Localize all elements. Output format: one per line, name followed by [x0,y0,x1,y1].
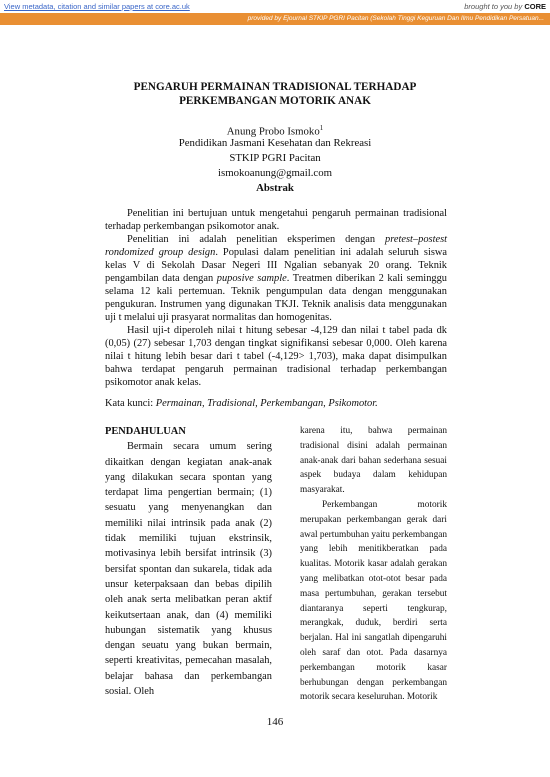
abstract-paragraph: Hasil uji-t diperoleh nilai t hitung sebesar -4,129 dan nilai t tabel pada dk (0,05) (27) sebesar 1,703 dengan tingkat signifikansi sebesar 0,000. Oleh karena nilai t hitung lebih besar dari t tabel (-4,129> 1,703), maka dapat disimpulkan bahwa terdapat pengaruh permainan tradisional terhadap perkembangan psikomotor anak kelas. [105,325,447,388]
abstract-heading: Abstrak [256,182,294,194]
author-email: ismokoanung@gmail.com [218,167,332,179]
body-paragraph: karena itu, bahwa permainan tradisional disini adalah permainan anak-anak dari bahan sederhana sesuai aspek budaya dalam kehidupan masyarakat. [300,426,447,496]
abstract-paragraph: Penelitian ini adalah penelitian eksperimen dengan pretest–postest rondomized group design. Populasi dalam penelitian ini adalah seluruh siswa kelas V di Sekolah Dasar Negeri III Ngalian sebanyak 20 orang. Teknik pengambilan data dengan puposive sample. Treatmen diberikan 2 kali seminggu selama 12 kali pertemuan. Teknik pengumpulan data dengan menggunakan pengukuran. Instrumen yang digunakan TKJI. Teknik analisis data menggunakan uji t melalui uji prasyarat normalitas dan homogenitas. [105,234,447,323]
paper-title: PENGARUH PERMAINAN TRADISIONAL TERHADAP PERKEMBANGAN MOTORIK ANAK [133,81,417,107]
body-paragraph: Perkembangan motorik merupakan perkembangan gerak dari awal pertumbuhan yaitu perkembangan yang lebih menitikberatkan pada kualitas. Motorik kasar adalah gerakan yang melibatkan otot-otot besar pada masa pertumbuhan, gerakan tersebut diantaranya seperti tengkurap, merangkak, duduk, berdiri serta berjalan. Hal ini sangatlah dipengaruhi oleh saraf dan otot. Pada dasarnya perkembangan motorik kasar berhubungan dengan perkembangan motorik secara keseluruhan. Motorik [300,499,447,703]
author-institution: STKIP PGRI Pacitan [229,152,321,164]
keywords: Kata kunci: Permainan, Tradisional, Perkembangan, Psikomotor. [105,398,378,409]
abstract-body [105,207,447,389]
core-logo: CORE [524,2,546,11]
left-column [105,424,272,699]
provider-banner[interactable] [0,13,550,25]
abstract-paragraph: Penelitian ini bertujuan untuk mengetahui pengaruh permainan tradisional terhadap perkembangan psikomotor anak. [105,208,447,232]
core-metadata-link[interactable]: View metadata, citation and similar papers at core.ac.uk [4,2,190,11]
page-number: 146 [266,716,284,728]
author-name: Anung Probo Ismoko$^1$ [226,124,324,138]
right-column [300,424,447,705]
provider-text: provided by Ejournal STKIP PGRI Pacitan (Sekolah Tinggi Keguruan Dan Ilmu Pendidikan Persatuan... [247,15,544,22]
section-heading: PENDAHULUAN [105,426,186,437]
author-department: Pendidikan Jasmani Kesehatan dan Rekreasi [178,137,372,149]
body-paragraph: Bermain secara umum sering dikaitkan dengan kegiatan anak-anak yang dilakukan secara spontan yang terdapat lima pengertian bermain; (1) sesuatu yang menyenangkan dan memiliki nilai intrinsik pada anak (2) tidak memiliki tujuan ekstrinsik, motivasinya lebih bersifat intrinsik (3) bersifat spontan dan sukarela, tidak ada unsur keterpaksaan dan bebas dipilih oleh anak serta melibatkan peran aktif keikutsertaan anak, dan (4) memiliki hubungan sistematik yang khusus dengan seuatu yang bukan bermain, seperti kreativitas, pemecahan masalah, belajar bahasa dan perkembangan sosial. Oleh [105,441,272,698]
core-brand[interactable]: brought to you by CORE [464,2,546,11]
core-banner [0,0,550,13]
